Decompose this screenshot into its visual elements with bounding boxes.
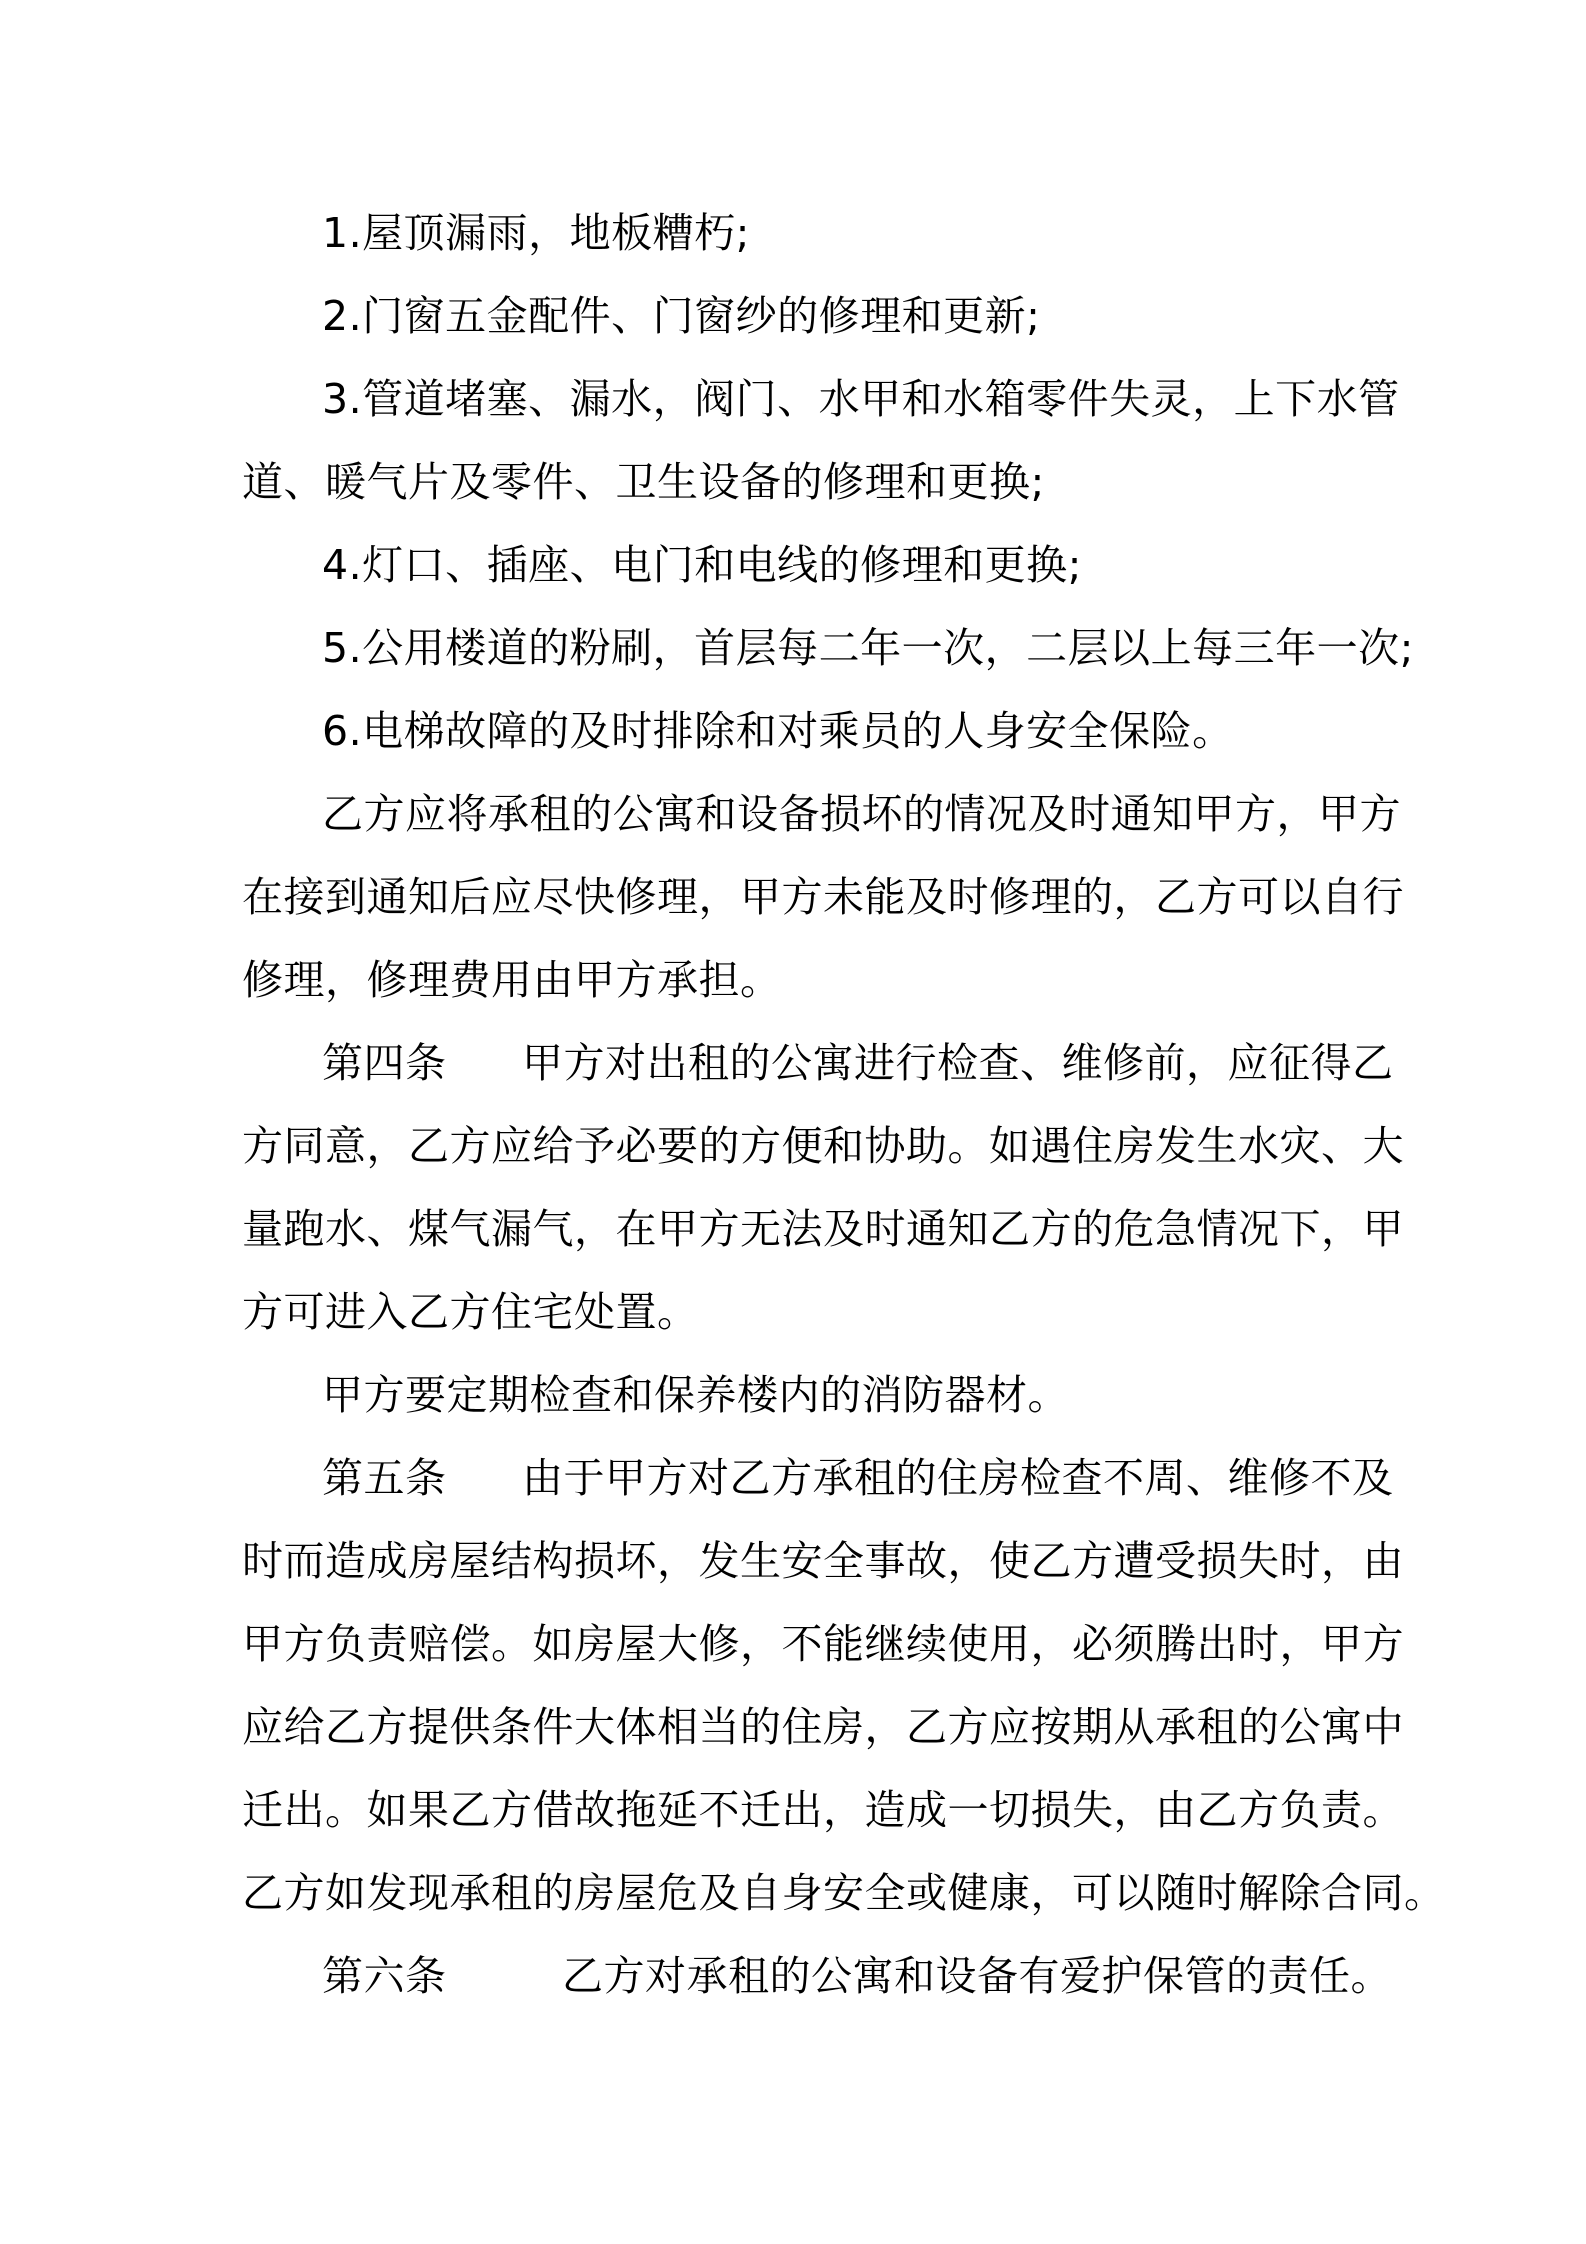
paragraph-line: 乙方应将承租的公寓和设备损坏的情况及时通知甲方，甲方 bbox=[322, 790, 1401, 838]
list-item: 4.灯口、插座、电门和电线的修理和更换; bbox=[322, 541, 1082, 589]
paragraph-line: 迁出。如果乙方借故拖延不迁出，造成一切损失，由乙方负责。 bbox=[242, 1786, 1404, 1834]
paragraph-line: 修理，修理费用由甲方承担。 bbox=[242, 956, 782, 1004]
article-6-label: 第六条 bbox=[322, 1952, 447, 2000]
article-4-heading-line bbox=[242, 1022, 1394, 1105]
article-6-heading-line bbox=[242, 1935, 1392, 2018]
list-item: 6.电梯故障的及时排除和对乘员的人身安全保险。 bbox=[322, 707, 1234, 755]
article-4-label: 第四条 bbox=[322, 1039, 447, 1087]
paragraph-line: 量跑水、煤气漏气，在甲方无法及时通知乙方的危急情况下，甲 bbox=[242, 1205, 1404, 1253]
paragraph-line: 方同意，乙方应给予必要的方便和协助。如遇住房发生水灾、大 bbox=[242, 1122, 1404, 1170]
list-item-continuation: 道、暖气片及零件、卫生设备的修理和更换; bbox=[242, 458, 1045, 506]
article-5-first-line: 由于甲方对乙方承租的住房检查不周、维修不及 bbox=[522, 1454, 1394, 1502]
list-item: 2.门窗五金配件、门窗纱的修理和更新; bbox=[322, 292, 1041, 340]
article-5-label: 第五条 bbox=[322, 1454, 447, 1502]
document-body bbox=[242, 192, 1446, 2018]
paragraph-line: 甲方负责赔偿。如房屋大修，不能继续使用，必须腾出时，甲方 bbox=[242, 1620, 1404, 1668]
article-5-heading-line bbox=[242, 1437, 1394, 1520]
list-item: 1.屋顶漏雨，地板糟朽; bbox=[322, 209, 750, 257]
paragraph-line: 方可进入乙方住宅处置。 bbox=[242, 1288, 699, 1336]
article-6-first-line: 乙方对承租的公寓和设备有爱护保管的责任。 bbox=[562, 1952, 1392, 2000]
paragraph-line: 乙方如发现承租的房屋危及自身安全或健康，可以随时解除合同。 bbox=[242, 1869, 1446, 1917]
article-4-first-line: 甲方对出租的公寓进行检查、维修前，应征得乙 bbox=[522, 1039, 1394, 1087]
list-item: 3.管道堵塞、漏水，阀门、水甲和水箱零件失灵，上下水管 bbox=[322, 375, 1400, 423]
list-item: 5.公用楼道的粉刷，首层每二年一次，二层以上每三年一次; bbox=[322, 624, 1414, 672]
paragraph-line: 甲方要定期检查和保养楼内的消防器材。 bbox=[322, 1371, 1069, 1419]
paragraph-line: 时而造成房屋结构损坏，发生安全事故，使乙方遭受损失时，由 bbox=[242, 1537, 1404, 1585]
paragraph-line: 应给乙方提供条件大体相当的住房，乙方应按期从承租的公寓中 bbox=[242, 1703, 1404, 1751]
paragraph-line: 在接到通知后应尽快修理，甲方未能及时修理的，乙方可以自行 bbox=[242, 873, 1404, 921]
